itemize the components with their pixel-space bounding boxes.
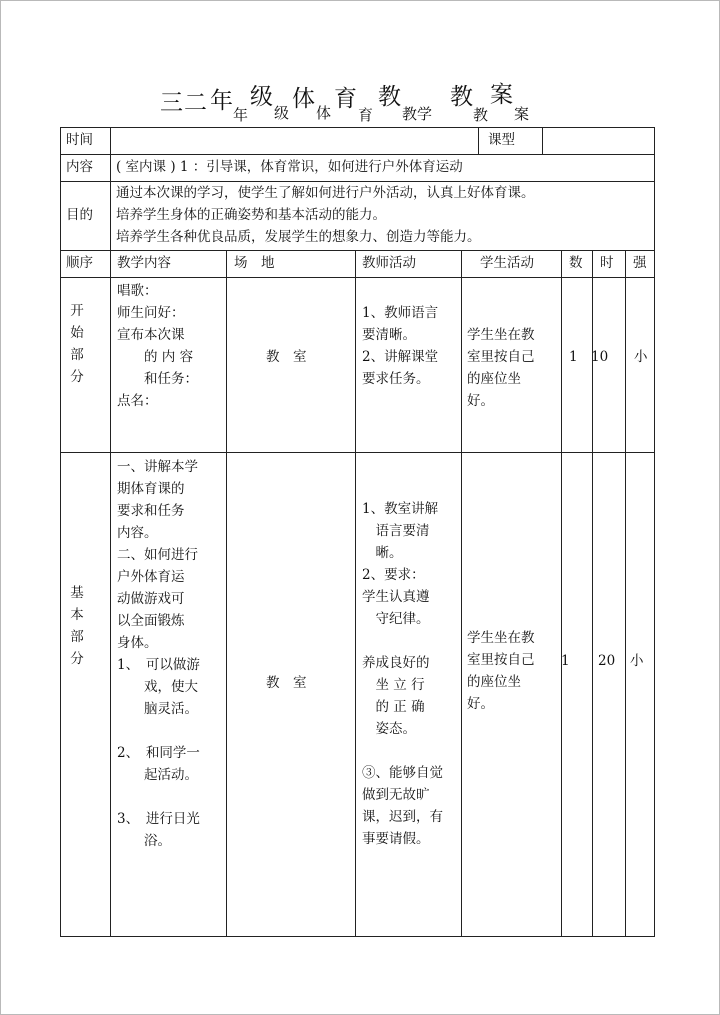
table-line	[60, 127, 655, 128]
table-line	[60, 277, 655, 278]
title-word-ji-small: 级	[274, 104, 290, 122]
table-line	[60, 250, 655, 251]
table-line	[60, 452, 655, 453]
title-word-ji: 级	[250, 84, 273, 110]
content-label: 内容	[66, 159, 93, 175]
row-basic-intensity: 小	[630, 653, 644, 669]
table-line	[355, 250, 356, 937]
time-label: 时间	[66, 132, 93, 148]
title-word-jiao2-small: 教	[473, 106, 489, 124]
title-grade-b: 二	[184, 90, 207, 116]
table-line	[561, 250, 562, 937]
row-basic-student: 学生坐在教 室里按自己 的座位坐 好。	[467, 630, 535, 712]
title-word-an-small: 案	[514, 105, 530, 123]
title-grade-a: 三	[160, 90, 183, 116]
title-word-ti: 体	[292, 86, 315, 112]
row-start-content: 唱歌： 师生问好： 宣布本次课 的 内 容 和任务： 点名：	[117, 283, 198, 409]
title-word-an: 案	[490, 82, 513, 108]
title-word-nian-small: 年	[233, 106, 249, 124]
table-line	[60, 936, 655, 937]
column-header-count: 数	[569, 255, 583, 271]
table-line	[478, 127, 479, 154]
row-basic-count: 1	[561, 653, 570, 669]
title-word-nian: 年	[210, 88, 233, 114]
table-line	[542, 127, 543, 154]
table-line	[461, 250, 462, 937]
column-header-intensity: 强	[633, 255, 647, 271]
table-line	[60, 127, 61, 937]
table-line	[110, 127, 111, 937]
column-header-student: 学生活动	[480, 255, 534, 271]
column-header-order: 顺序	[66, 255, 93, 271]
table-line	[654, 127, 655, 937]
row-start-intensity: 小	[634, 349, 648, 365]
title-word-jiao2: 教	[450, 84, 473, 110]
row-basic-time: 20	[598, 653, 616, 669]
goal-item: 通过本次课的学习，使学生了解如何进行户外活动，认真上好体育课。	[116, 185, 535, 201]
title-word-jiaoxue-small: 教学	[402, 105, 433, 123]
title-word-ti-small: 体	[316, 104, 332, 122]
content-value: ( 室内课 ) 1 ：引导课，体育常识，如何进行户外体育运动	[116, 159, 463, 175]
goal-item: 培养学生身体的正确姿势和基本活动的能力。	[116, 207, 386, 223]
table-line	[226, 250, 227, 937]
row-basic-order: 基 本 部 分	[70, 585, 84, 667]
title-word-yu: 育	[334, 86, 357, 112]
table-line	[60, 154, 655, 155]
table-line	[625, 250, 626, 937]
type-label: 课型	[488, 132, 515, 148]
row-start-teacher: 1、教师语言 要清晰。 2、讲解课堂 要求任务。	[362, 305, 439, 387]
title-word-yu-small: 育	[358, 106, 374, 124]
column-header-teacher: 教师活动	[362, 255, 416, 271]
row-start-time: 10	[591, 349, 609, 365]
column-header-content: 教学内容	[117, 255, 171, 271]
column-header-time: 时	[600, 255, 614, 271]
title-word-jiao: 教	[378, 84, 401, 110]
goal-label: 目的	[66, 207, 93, 223]
row-basic-teacher: 1、教室讲解 语言要清 晰。 2、要求： 学生认真遵 守纪律。 养成良好的 坐 立 行 的 正 确 姿态。 ③、能够自觉 做到无故旷 课，迟到，有 事要请假。	[362, 501, 443, 847]
row-basic-content: 一、讲解本学 期体育课的 要求和任务 内容。 二、如何进行 户外体育运 动做游戏可 以全面锻炼 身体。 1、 可以做游 戏，使大 脑灵活。 2、 和同学一 起活动。 3、 进行日光 浴。	[117, 459, 200, 849]
goal-item: 培养学生各种优良品质，发展学生的想象力、创造力等能力。	[116, 229, 481, 245]
row-start-count: 1	[569, 349, 578, 365]
row-start-order: 开 始 部 分	[70, 303, 84, 385]
page-title	[160, 78, 580, 128]
row-start-student: 学生坐在教 室里按自己 的座位坐 好。	[467, 327, 535, 409]
column-header-venue: 场 地	[234, 255, 275, 271]
row-basic-venue: 教 室	[266, 675, 307, 691]
row-start-venue: 教 室	[266, 349, 307, 365]
